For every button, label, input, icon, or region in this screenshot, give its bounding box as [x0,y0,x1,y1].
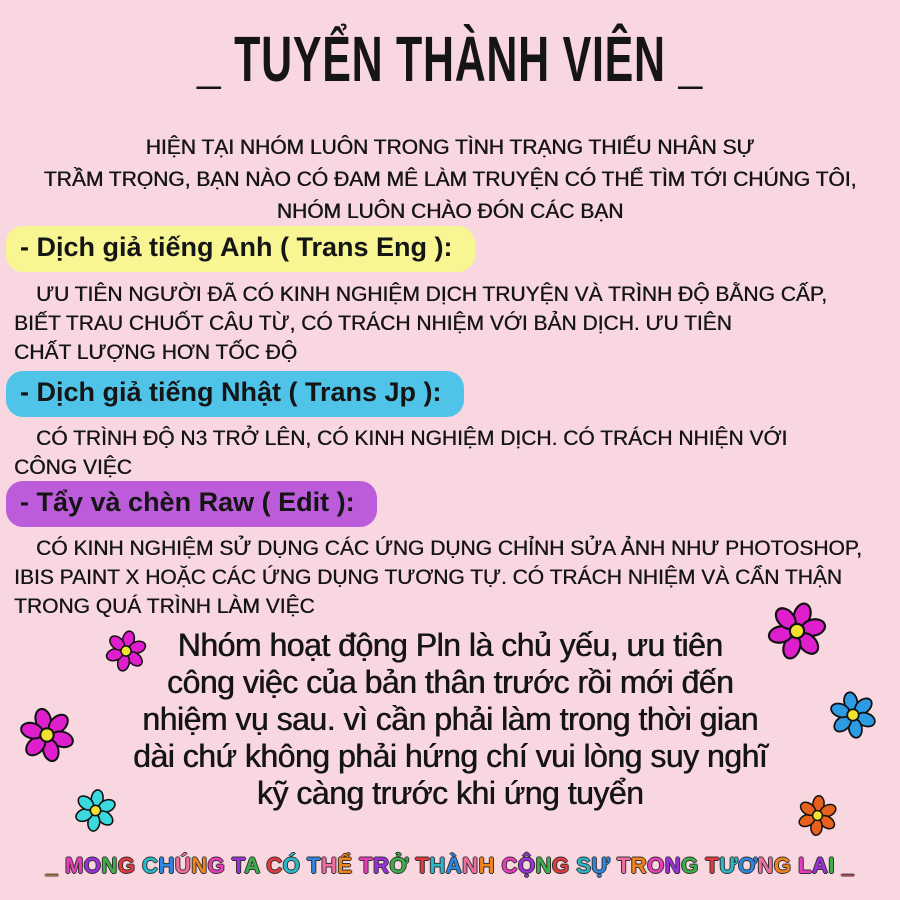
note-line: công việc của bản thân trước rồi mới đến [166,664,734,700]
section-heading-trans-eng-label: - Dịch giả tiếng Anh ( Trans Eng ): [20,232,453,262]
flower-blue-icon [824,686,882,744]
body-line: BIẾT TRAU CHUỐT CÂU TỪ, CÓ TRÁCH NHIỆM VỚI BẢN DỊCH. ƯU TIÊN [14,312,732,335]
body-line: CÓ KINH NGHIỆM SỬ DỤNG CÁC ỨNG DỤNG CHỈNH SỬA ẢNH NHƯ PHOTOSHOP, [36,537,862,560]
body-line: CHẤT LƯỢNG HƠN TỐC ĐỘ [14,341,298,364]
page-title [0,23,900,96]
section-heading-edit [6,481,377,527]
section-heading-trans-jp [6,371,464,417]
section-heading-trans-eng [6,226,475,272]
note-line: nhiệm vụ sau. vì cần phải làm trong thời gian [142,701,758,737]
intro-line: TRẦM TRỌNG, BẠN NÀO CÓ ĐAM MÊ LÀM TRUYỆN CÓ THỂ TÌM TỚI CHÚNG TÔI, [43,168,857,191]
section-body-edit [14,534,898,621]
page-title-text: _ TUYỂN THÀNH VIÊN _ [196,23,704,96]
intro-line: NHÓM LUÔN CHÀO ĐÓN CÁC BẠN [276,200,624,223]
intro-text [0,132,900,228]
note-line: dài chứ không phải hứng chí vui lòng suy nghĩ [132,738,768,774]
section-body-trans-jp [14,424,898,482]
body-line: TRONG QUÁ TRÌNH LÀM VIỆC [14,595,315,618]
body-line: ƯU TIÊN NGƯỜI ĐÃ CÓ KINH NGHIỆM DỊCH TRUYỆN VÀ TRÌNH ĐỘ BẰNG CẤP, [36,283,827,306]
section-body-trans-eng [14,280,898,367]
flower-cyan-icon [70,785,121,836]
footer-rainbow-text: _ MONG CHÚNG TA CÓ THỂ TRỞ THÀNH CỘNG SỰ TRONG TƯƠNG LAI _ [45,853,855,878]
section-heading-edit-label: - Tẩy và chèn Raw ( Edit ): [20,487,355,517]
body-line: CÔNG VIỆC [14,456,132,479]
note-line: kỹ càng trước khi ứng tuyển [256,775,644,811]
flower-orange-icon [794,792,841,839]
flower-magenta-small-icon [100,625,152,677]
body-line: CÓ TRÌNH ĐỘ N3 TRỞ LÊN, CÓ KINH NGHIỆM DỊCH. CÓ TRÁCH NHIỆN VỚI [36,427,788,450]
intro-line: HIỆN TẠI NHÓM LUÔN TRONG TÌNH TRẠNG THIẾU NHÂN SỰ [145,136,755,159]
note-line: Nhóm hoạt động Pln là chủ yếu, ưu tiên [177,627,723,663]
section-heading-trans-jp-label: - Dịch giả tiếng Nhật ( Trans Jp ): [20,377,442,407]
body-line: IBIS PAINT X HOẶC CÁC ỨNG DỤNG TƯƠNG TỰ. CÓ TRÁCH NHIỆM VÀ CẨN THẬN [14,566,842,589]
